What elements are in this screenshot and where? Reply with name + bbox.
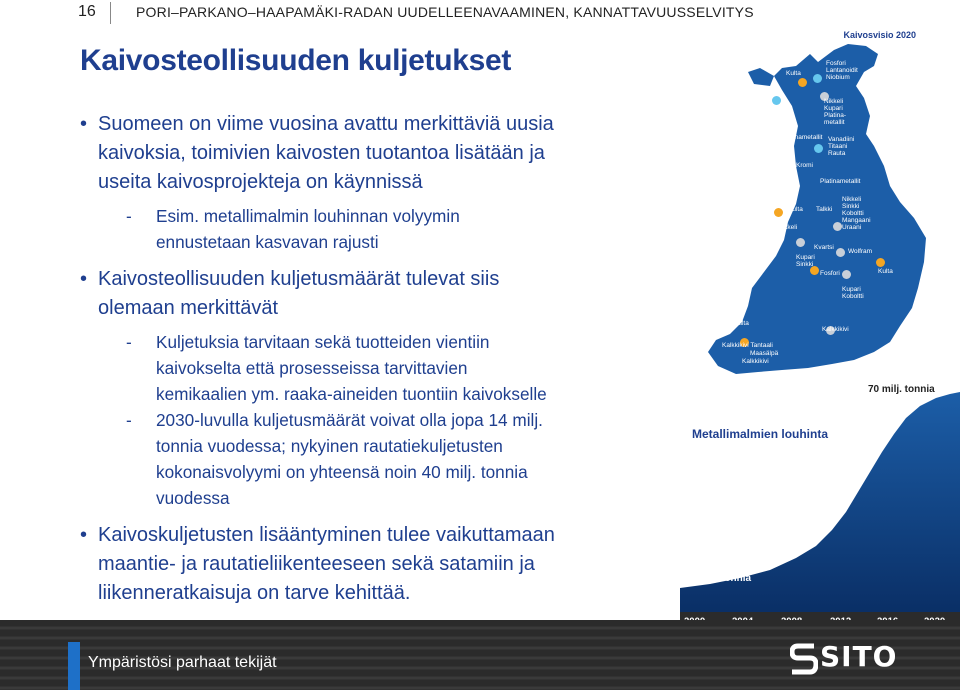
sub-bullet-2-2-line-2: tonnia vuodessa; nykyinen rautatiekuljetusten xyxy=(156,436,503,456)
map-label: Vanadiini Titaani Rauta xyxy=(828,136,855,157)
map-label: Fosfori Lantanoidit Niobium xyxy=(826,60,858,81)
volume-top-annotation: 70 milj. tonnia xyxy=(868,384,935,395)
map-dot-grey xyxy=(842,270,851,279)
map-label: Kalkkikivi xyxy=(742,358,769,365)
map-label: Kvartsi xyxy=(814,244,834,251)
sito-logo-mark xyxy=(790,642,818,676)
map-dot-grey xyxy=(796,238,805,247)
map-dot-cyan xyxy=(814,144,823,153)
sub-bullet-2-1-line-2: kaivokselta että prosesseissa tarvittavien xyxy=(156,358,468,378)
sub-bullet-2-2-line-4: vuodessa xyxy=(156,488,230,508)
map-label: Litium xyxy=(754,254,772,261)
bullet-3-line-2: maantie- ja rautatieliikenteeseen sekä satamiin ja xyxy=(98,553,535,575)
map-label: Kulta xyxy=(786,70,801,77)
bullet-3-line-1: • Kaivoskuljetusten lisääntyminen tulee vaikuttamaan xyxy=(98,524,555,546)
map-label: Platinametallit xyxy=(820,178,861,185)
footer-bar xyxy=(0,620,960,690)
bullet-2-line-1: • Kaivosteollisuuden kuljetusmäärät tulevat siis xyxy=(98,268,500,290)
map-label: Nikkeli Kupari Platina- metallit xyxy=(824,98,847,126)
map-label: Wolfram xyxy=(848,248,873,255)
map-brand: Kaivosvisio 2020 xyxy=(843,30,916,40)
sub-bullet-2-2-line-1: - 2030-luvulla kuljetusmäärät voivat olla jopa 14 milj. xyxy=(156,410,543,430)
sub-bullet-2-2 xyxy=(80,407,660,511)
sub-bullet-2-1-line-1: - Kuljetuksia tarvitaan sekä tuotteiden vientiin xyxy=(156,332,490,352)
map-label: Talkki xyxy=(816,206,833,213)
map-label: Kalkkikivi xyxy=(822,326,849,333)
map-dot-grey xyxy=(833,222,842,231)
map-label: Platinametallit xyxy=(782,134,823,141)
sito-logo xyxy=(790,638,910,678)
sub-bullet-1-1-line-1: - Esim. metallimalmin louhinnan volyymin xyxy=(156,206,460,226)
bullet-2-line-2: olemaan merkittävät xyxy=(98,297,279,319)
bullet-2 xyxy=(80,265,660,323)
map-dot-grey xyxy=(836,248,845,257)
map-label: Maasälpä xyxy=(750,350,779,357)
bullet-1 xyxy=(80,110,660,197)
page-number: 16 xyxy=(78,3,96,20)
map-label: Kalkkikivi Tantaali xyxy=(722,342,773,349)
map-label: Kupari Sinkki xyxy=(796,254,815,268)
bullet-list xyxy=(80,110,660,608)
map-dot-gold xyxy=(774,208,783,217)
sub-bullet-1-1 xyxy=(80,203,660,255)
sub-bullet-2-2-line-3: kokonaisvolyymi on yhteensä noin 40 milj. tonnia xyxy=(156,462,528,482)
sub-bullet-2-1 xyxy=(80,329,660,407)
header-separator xyxy=(110,2,111,24)
footer-accent-bar xyxy=(68,642,80,690)
slide-title: Kaivosteollisuuden kuljetukset xyxy=(80,44,512,77)
footer-slogan: Ympäristösi parhaat tekijät xyxy=(88,654,277,671)
ore-volume-chart xyxy=(680,380,960,612)
map-label: Fosfori xyxy=(820,270,840,277)
sito-logo-text: SITO xyxy=(820,640,898,673)
map-label: Kupari Koboltti xyxy=(842,286,864,300)
sub-bullet-2-1-line-3: kemikaalien ym. raaka-aineiden tuontiin kaivokselle xyxy=(156,384,547,404)
map-label: Nikkeli Sinkki Koboltti Mangaani Uraani xyxy=(842,196,871,231)
finland-mining-map xyxy=(678,26,960,383)
page-header xyxy=(0,0,960,26)
map-dot-cyan xyxy=(813,74,822,83)
map-label: Nikkeli xyxy=(778,224,798,231)
map-dot-gold xyxy=(876,258,885,267)
bullet-1-line-3: useita kaivosprojekteja on käynnissä xyxy=(98,171,423,193)
sub-bullet-1-1-line-2: ennustetaan kasvavan rajusti xyxy=(156,232,379,252)
map-dot-gold xyxy=(798,78,807,87)
running-title: PORI–PARKANO–HAAPAMÄKI-RADAN UUDELLEENAVAAMINEN, KANNATTAVUUSSELVITYS xyxy=(136,4,754,20)
bullet-1-line-2: kaivoksia, toimivien kaivosten tuotantoa lisätään ja xyxy=(98,142,545,164)
volume-bottom-annotation: 4 milj. tonnia xyxy=(690,573,752,584)
map-dot-cyan xyxy=(772,96,781,105)
bullet-3-line-3: liikenneratkaisuja on tarve kehittää. xyxy=(98,582,411,604)
bullet-3 xyxy=(80,521,660,608)
map-label: Kulta xyxy=(734,320,749,327)
bullet-1-line-1: • Suomeen on viime vuosina avattu merkittäviä uusia xyxy=(98,113,554,135)
map-label: Kulta xyxy=(788,206,803,213)
map-label: Kromi xyxy=(796,162,813,169)
volume-chart-title: Metallimalmien louhinta xyxy=(692,427,829,441)
map-label: Kulta xyxy=(878,268,893,275)
map-label: Rauta xyxy=(770,110,788,117)
